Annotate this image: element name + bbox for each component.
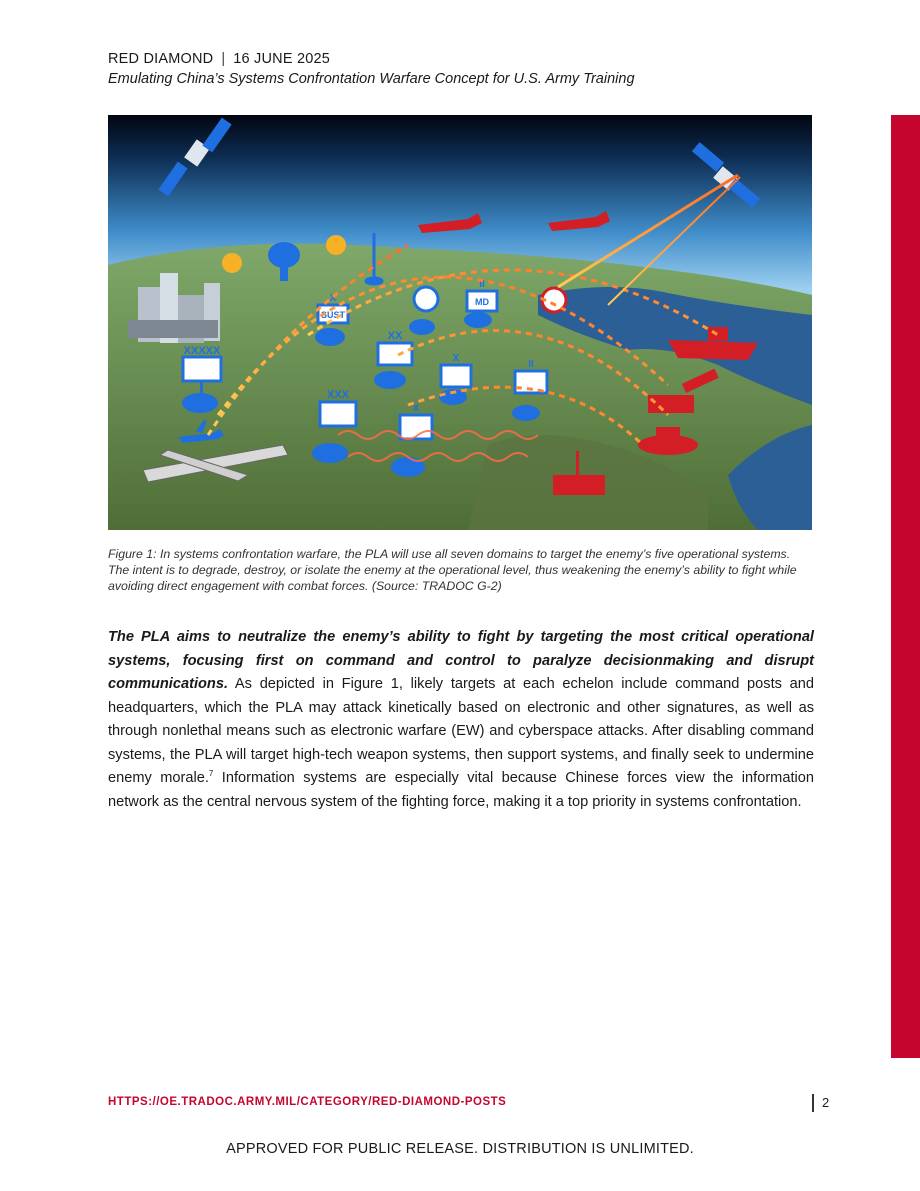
- release-statement: APPROVED FOR PUBLIC RELEASE. DISTRIBUTION IS UNLIMITED.: [226, 1141, 694, 1157]
- unit-label-md: MD: [475, 297, 489, 307]
- echelon-sust: X: [329, 293, 337, 304]
- body-paragraph: [108, 626, 814, 814]
- figure-systems-confrontation-illustration: [108, 115, 812, 530]
- figure-caption: Figure 1: In systems confrontation warfare, the PLA will use all seven domains to target the enemy’s five operational systems. The intent is to degrade, destroy, or isolate the enemy at the operational level, thus weakening the enemy’s ability to fight while avoiding direct engagement with combat forces. (Source: TRADOC G-2): [108, 547, 797, 593]
- unit-label-sust: SUST: [320, 310, 346, 320]
- network-node-icon: [222, 253, 242, 273]
- echelon-battalion: II: [528, 359, 534, 370]
- side-accent-bar: [891, 115, 920, 1058]
- network-node-icon: [326, 235, 346, 255]
- echelon-corps: XXX: [326, 389, 350, 401]
- paragraph-text-part-1: As depicted in Figure 1, likely targets at each echelon include command posts and headquarters, which the PLA may attack kinetically based on electronic and other signatures, as well as through nonlethal means such as electronic warfare (EW) and cyberspace attacks. After disabling command systems, the PLA will target high-tech weapon systems, then support systems, and finally seek to undermine enemy morale.: [108, 676, 814, 786]
- echelon-army-group: XXXXX: [183, 345, 221, 357]
- echelon-md: II: [479, 279, 485, 290]
- page-number: 2: [822, 1095, 830, 1110]
- publication-date: 16 JUNE 2025: [233, 51, 331, 67]
- echelon-brigade: X: [452, 353, 460, 364]
- footnote-reference[interactable]: 7: [208, 769, 214, 779]
- paragraph-text-part-2: Information systems are especially vital because Chinese forces view the information network as the central nervous system of the fighting force, making it a top priority in systems confrontation.: [108, 770, 814, 810]
- footer-url-link[interactable]: HTTPS://OE.TRADOC.ARMY.MIL/CATEGORY/RED-DIAMOND-POSTS: [108, 1096, 507, 1108]
- page-header: [108, 49, 635, 89]
- paragraph-lead-sentence: The PLA aims to neutralize the enemy’s ability to fight by targeting the most critical operational systems, focusing first on command and control to paralyze decisionmaking and disrupt communications.: [108, 629, 814, 692]
- echelon-division: XX: [387, 330, 403, 342]
- header-separator: |: [221, 51, 226, 67]
- echelon-brigade-2: X: [412, 403, 420, 414]
- header-publication-line: [108, 49, 635, 69]
- document-subtitle: Emulating China’s Systems Confrontation Warfare Concept for U.S. Army Training: [108, 71, 635, 87]
- page-number-divider: [812, 1094, 814, 1112]
- publication-name: RED DIAMOND: [108, 51, 214, 67]
